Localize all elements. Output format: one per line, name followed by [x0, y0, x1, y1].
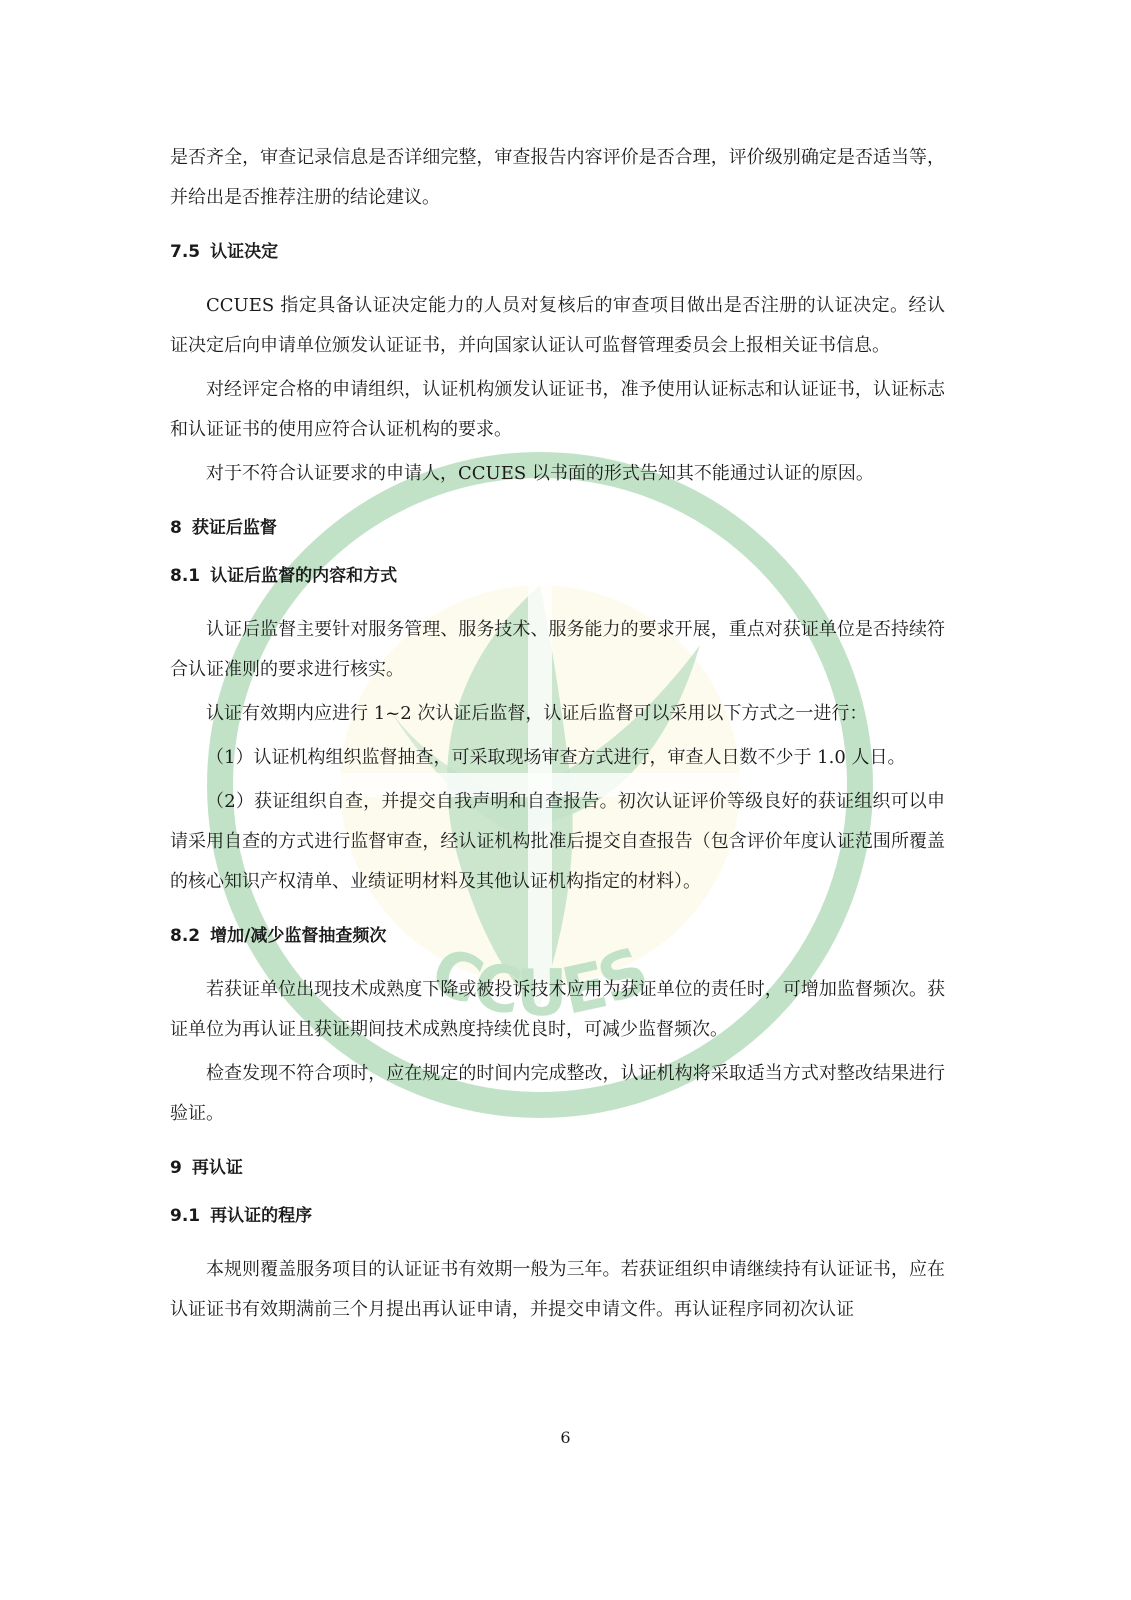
section-heading — [170, 922, 945, 950]
paragraph: 若获证单位出现技术成熟度下降或被投诉技术应用为获证单位的责任时，可增加监督频次。获证单位为再认证且获证期间技术成熟度持续优良时，可减少监督频次。 — [170, 979, 945, 1040]
section-number: 8.1 — [170, 566, 201, 586]
section-title: 再认证 — [191, 1158, 243, 1178]
paragraph: 对于不符合认证要求的申请人，CCUES 以书面的形式告知其不能通过认证的原因。 — [206, 463, 874, 484]
section-number: 7.5 — [170, 242, 201, 262]
page-number: 6 — [560, 1428, 571, 1447]
paragraph: （2）获证组织自查，并提交自我声明和自查报告。初次认证评价等级良好的获证组织可以申请采用自查的方式进行监督审查，经认证机构批准后提交自查报告（包含评价年度认证范围所覆盖的核心知识产权清单、业绩证明材料及其他认证机构指定的材料）。 — [170, 791, 945, 892]
section-heading — [170, 514, 945, 542]
section-heading — [170, 1202, 945, 1230]
paragraph: CCUES 指定具备认证决定能力的人员对复核后的审查项目做出是否注册的认证决定。经认证决定后向申请单位颁发认证证书，并向国家认证认可监督管理委员会上报相关证书信息。 — [170, 295, 945, 356]
paragraph: 是否齐全，审查记录信息是否详细完整，审查报告内容评价是否合理，评价级别确定是否适当等，并给出是否推荐注册的结论建议。 — [170, 147, 945, 208]
section-title: 认证后监督的内容和方式 — [210, 566, 398, 586]
section-title: 再认证的程序 — [210, 1206, 313, 1226]
section-number: 8.2 — [170, 926, 201, 946]
section-heading — [170, 562, 945, 590]
seal-ring-text: CCUES — [420, 933, 660, 1032]
section-heading — [170, 238, 945, 266]
section-title: 增加/减少监督抽查频次 — [210, 926, 387, 946]
paragraph: 认证有效期内应进行 1~2 次认证后监督，认证后监督可以采用以下方式之一进行： — [206, 703, 868, 724]
paragraph: （1）认证机构组织监督抽查，可采取现场审查方式进行，审查人日数不少于 1.0 人日。 — [206, 747, 906, 768]
paragraph: 认证后监督主要针对服务管理、服务技术、服务能力的要求开展，重点对获证单位是否持续符合认证准则的要求进行核实。 — [170, 619, 945, 680]
paragraph: 检查发现不符合项时，应在规定的时间内完成整改，认证机构将采取适当方式对整改结果进行验证。 — [170, 1063, 945, 1124]
section-number: 8 — [170, 518, 182, 538]
document-body — [170, 138, 945, 1334]
paragraph: 本规则覆盖服务项目的认证证书有效期一般为三年。若获证组织申请继续持有认证证书，应在认证证书有效期满前三个月提出再认证申请，并提交申请文件。再认证程序同初次认证 — [170, 1259, 945, 1320]
section-number: 9.1 — [170, 1206, 201, 1226]
section-title: 获证后监督 — [191, 518, 277, 538]
section-number: 9 — [170, 1158, 182, 1178]
paragraph: 对经评定合格的申请组织，认证机构颁发认证证书，准予使用认证标志和认证证书，认证标志和认证证书的使用应符合认证机构的要求。 — [170, 379, 945, 440]
section-heading — [170, 1154, 945, 1182]
section-title: 认证决定 — [210, 242, 279, 262]
